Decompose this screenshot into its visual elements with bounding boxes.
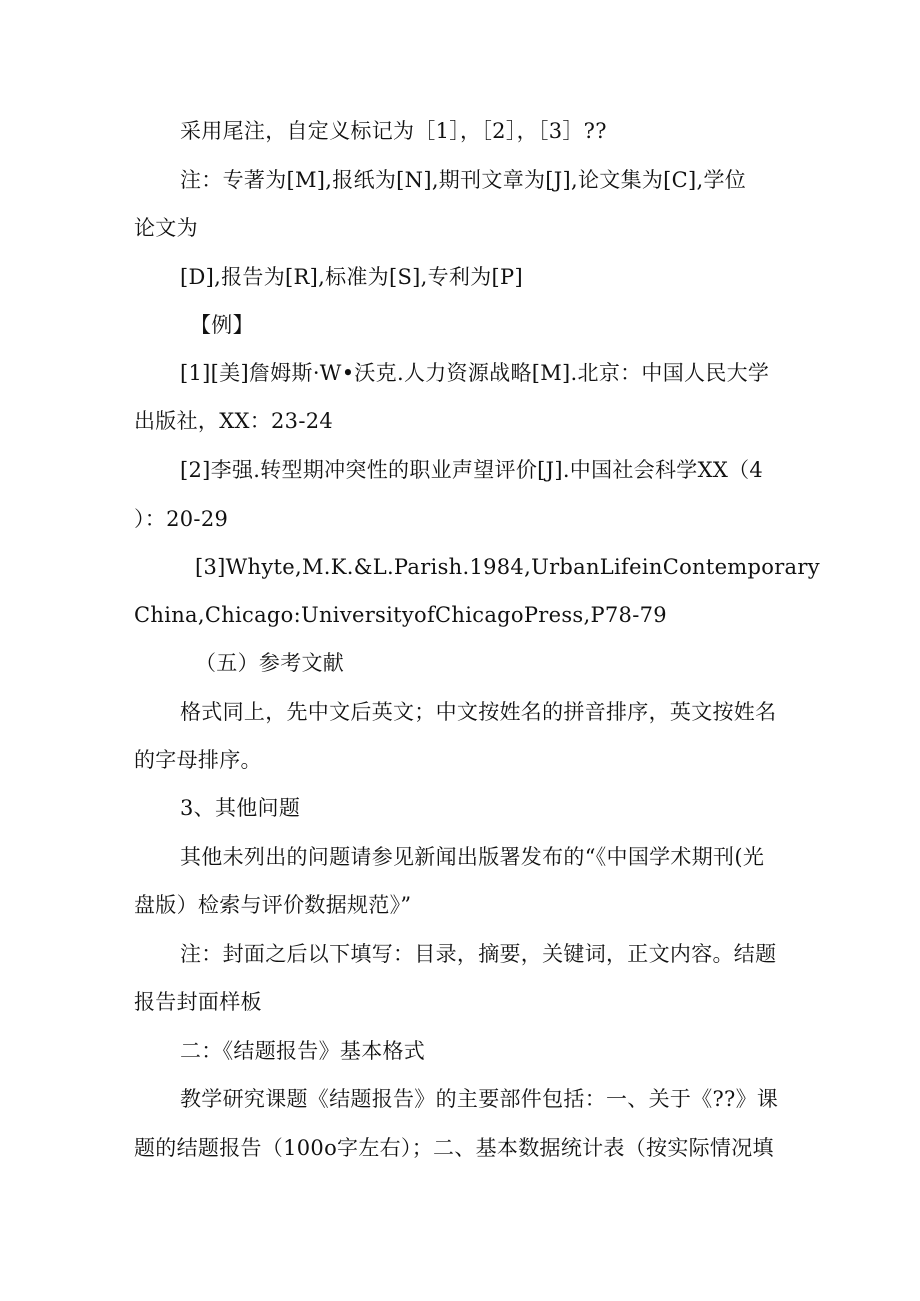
reference-3-line-2: China,Chicago:UniversityofChicagoPress,P78-79 bbox=[134, 603, 667, 627]
note-type-codes-line-1: 注：专著为[M],报纸为[N],期刊文章为[J],论文集为[C],学位 bbox=[180, 168, 747, 192]
other-issues-line-1: 其他未列出的问题请参见新闻出版署发布的“《中国学术期刊(光 bbox=[180, 845, 765, 869]
other-issues-heading: 3、其他问题 bbox=[180, 796, 301, 820]
references-format-line-1: 格式同上，先中文后英文；中文按姓名的拼音排序，英文按姓名 bbox=[180, 700, 777, 724]
note-type-codes-line-2: 论文为 bbox=[134, 216, 198, 240]
report-format-heading: 二：《结题报告》基本格式 bbox=[180, 1039, 426, 1063]
example-heading: 【例】 bbox=[190, 313, 254, 337]
note-type-codes-line-3: [D],报告为[R],标准为[S],专利为[P] bbox=[180, 265, 523, 289]
cover-note-line-2: 报告封面样板 bbox=[134, 990, 262, 1014]
cover-note-line-1: 注：封面之后以下填写：目录，摘要，关键词，正文内容。结题 bbox=[180, 942, 777, 966]
reference-3-line-1: [3]Whyte,M.K.&L.Parish.1984,UrbanLifeinContemporary bbox=[195, 555, 820, 579]
report-components-line-1: 教学研究课题《结题报告》的主要部件包括：一、关于《??》课 bbox=[180, 1087, 779, 1111]
other-issues-line-2: 盘版）检索与评价数据规范》” bbox=[134, 893, 412, 917]
reference-2-line-2: ）：20-29 bbox=[134, 507, 229, 531]
references-format-line-2: 的字母排序。 bbox=[134, 748, 262, 772]
endnote-marker-rule: 采用尾注，自定义标记为［1］，［2］，［3］?? bbox=[180, 119, 607, 143]
reference-2-line-1: [2]李强.转型期冲突性的职业声望评价[J].中国社会科学XX（4 bbox=[180, 458, 764, 482]
report-components-line-2: 题的结题报告（100o字左右）；二、基本数据统计表（按实际情况填 bbox=[134, 1136, 774, 1160]
section-references-heading: （五）参考文献 bbox=[195, 651, 345, 675]
reference-1-line-1: [1][美]詹姆斯·W•沃克.人力资源战略[M].北京：中国人民大学 bbox=[180, 361, 770, 385]
reference-1-line-2: 出版社，XX：23-24 bbox=[134, 409, 334, 433]
